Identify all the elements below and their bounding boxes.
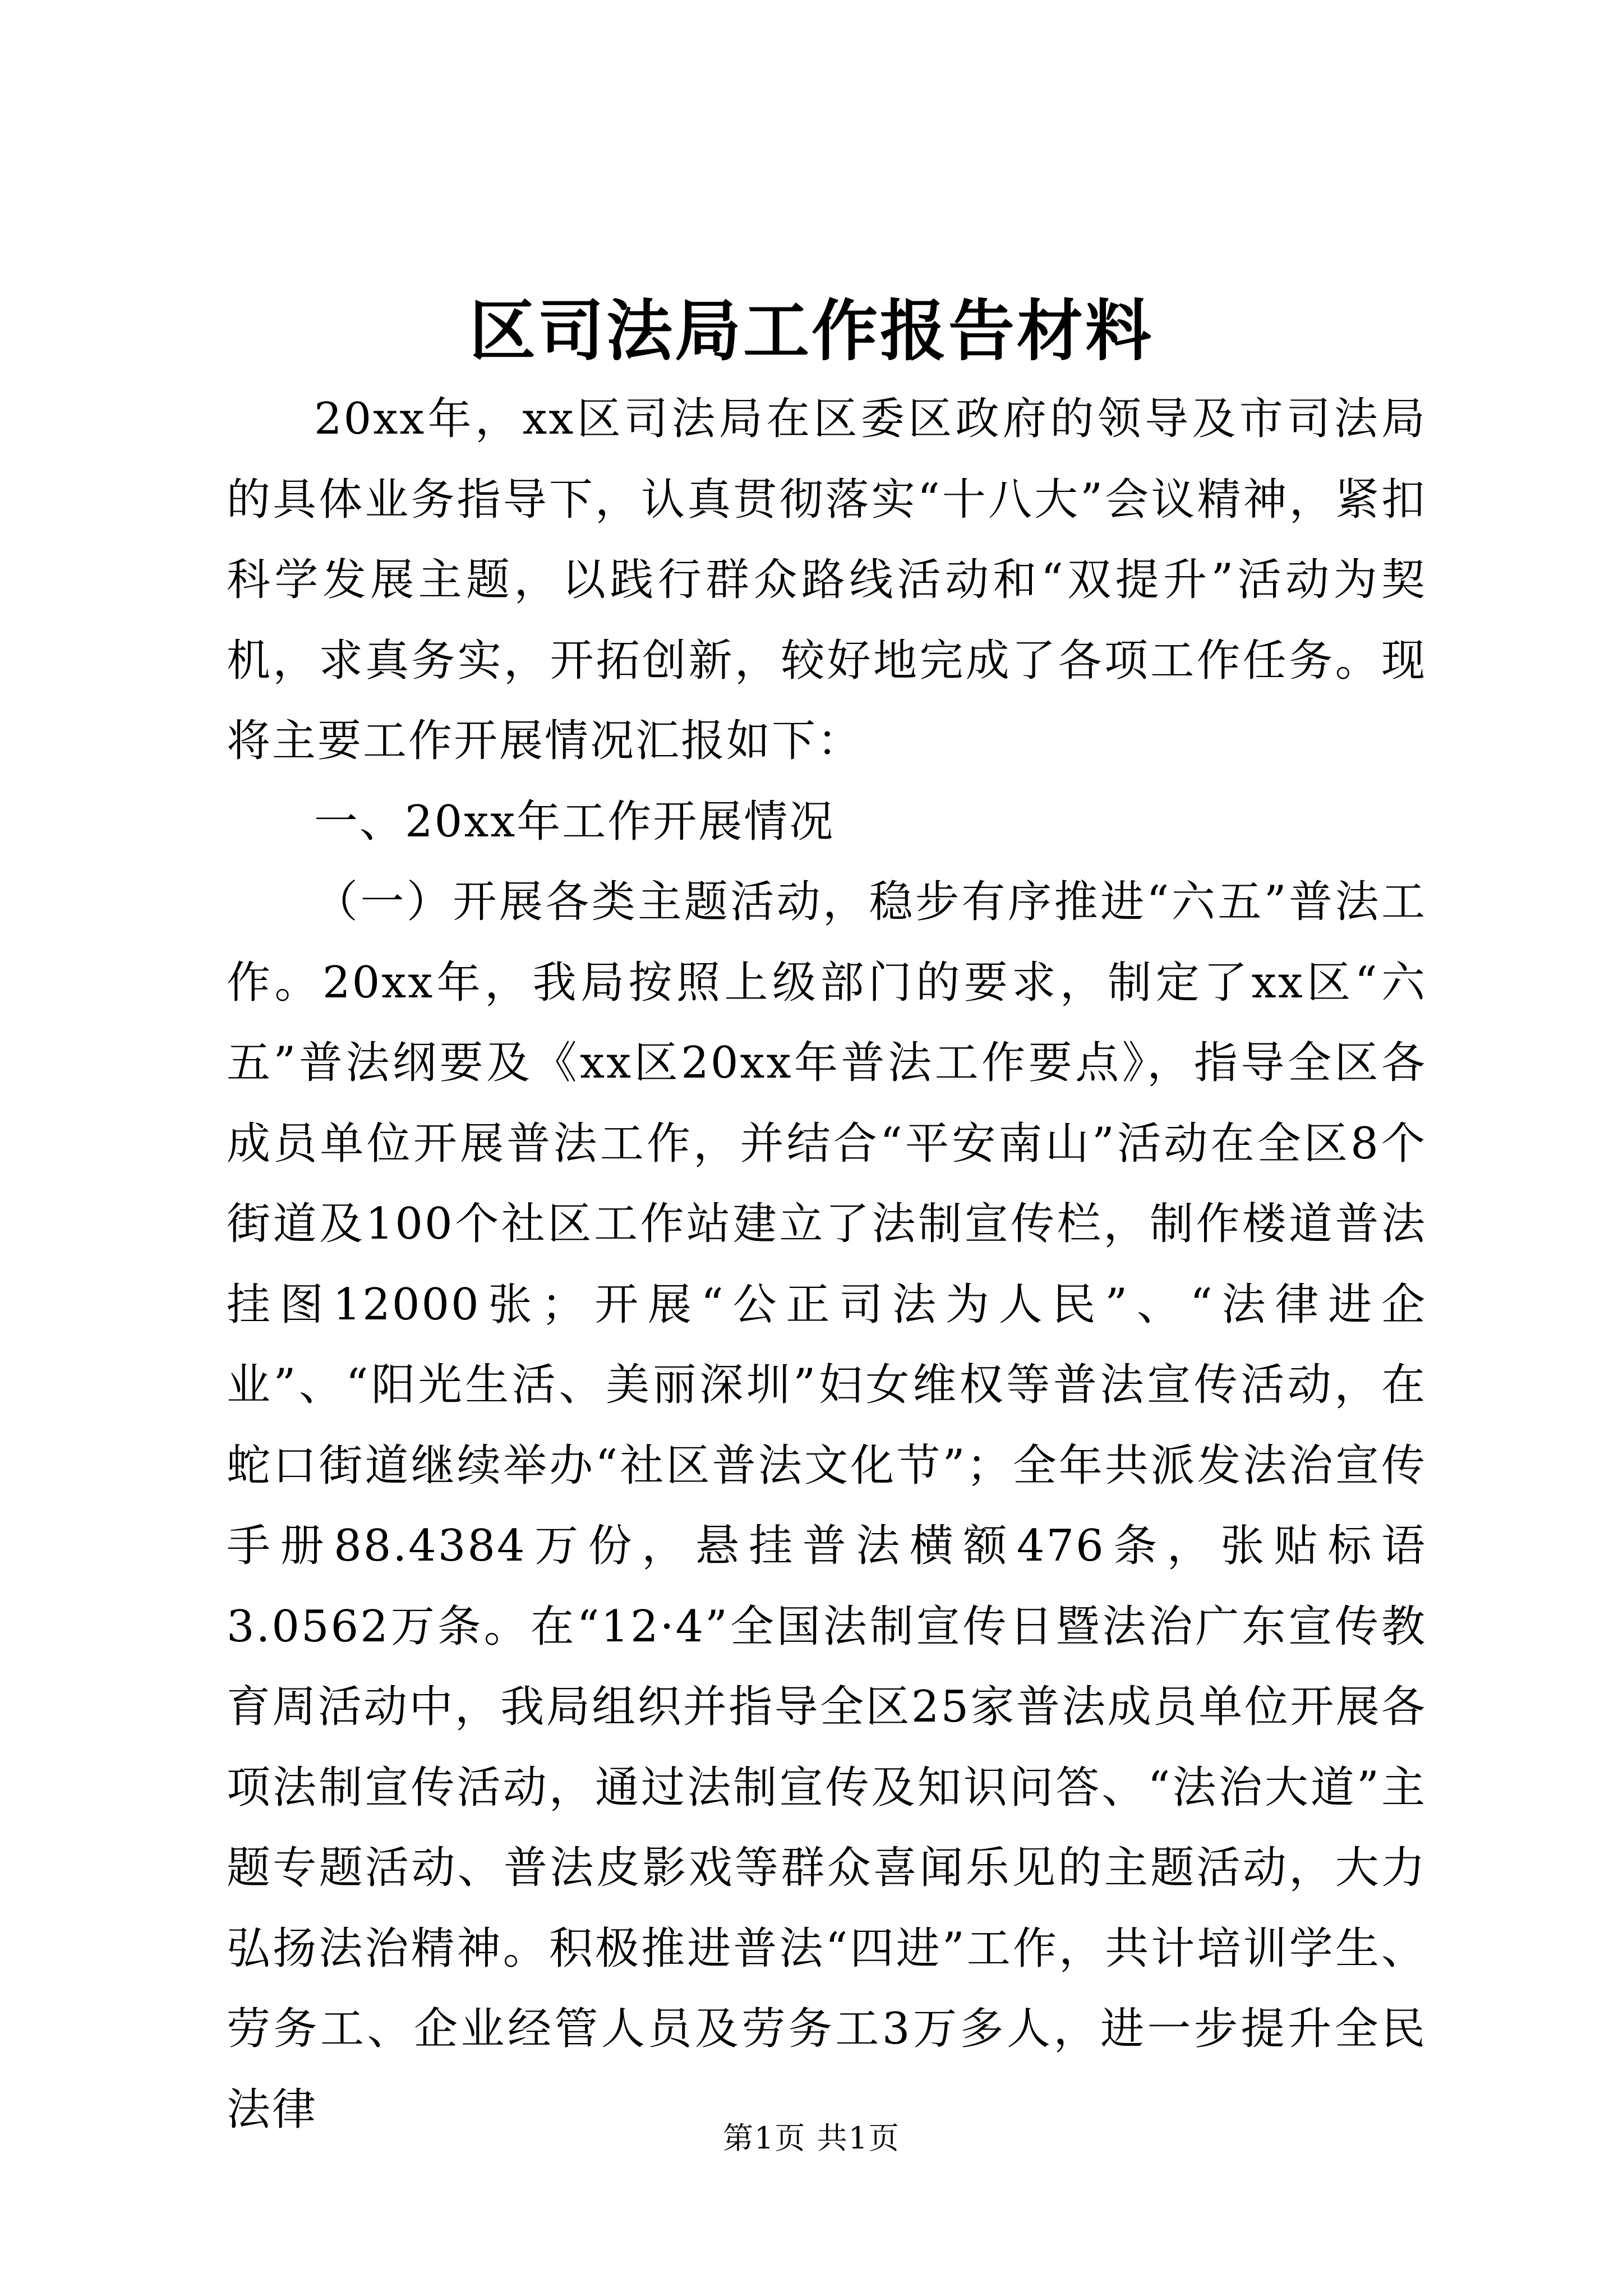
- page-number: 第1页 共1页: [723, 2120, 900, 2156]
- section-heading: 一、20xx年工作开展情况: [314, 796, 835, 847]
- intro-paragraph: 20xx年，xx区司法局在区委区政府的领导及市司法局的具体业务指导下，认真贯彻落实“十八大”会议精神，紧扣科学发展主题，以践行群众路线活动和“双提升”活动为契机，求真务实，开拓创新，较好地完成了各项工作任务。现将主要工作开展情况汇报如下：: [227, 394, 1427, 766]
- document-body: [227, 379, 1427, 2150]
- document-title: 区司法局工作报告材料: [469, 292, 1154, 370]
- page-footer: [0, 2116, 1623, 2161]
- section-paragraph: （一）开展各类主题活动，稳步有序推进“六五”普法工作。20xx年，我局按照上级部门的要求，制定了xx区“六五”普法纲要及《xx区20xx年普法工作要点》，指导全区各成员单位开展普法工作，并结合“平安南山”活动在全区8个街道及100个社区工作站建立了法制宣传栏，制作楼道普法挂图12000张；开展“公正司法为人民”、“法律进企业”、“阳光生活、美丽深圳”妇女维权等普法宣传活动，在蛇口街道继续举办“社区普法文化节”；全年共派发法治宣传手册88.4384万份，悬挂普法横额476条，张贴标语3.0562万条。在“12·4”全国法制宣传日暨法治广东宣传教育周活动中，我局组织并指导全区25家普法成员单位开展各项法制宣传活动，通过法制宣传及知识问答、“法治大道”主题专题活动、普法皮影戏等群众喜闻乐见的主题活动，大力弘扬法治精神。积极推进普法“四进”工作，共计培训学生、劳务工、企业经管人员及劳务工3万多人，进一步提升全民法律: [227, 877, 1427, 2135]
